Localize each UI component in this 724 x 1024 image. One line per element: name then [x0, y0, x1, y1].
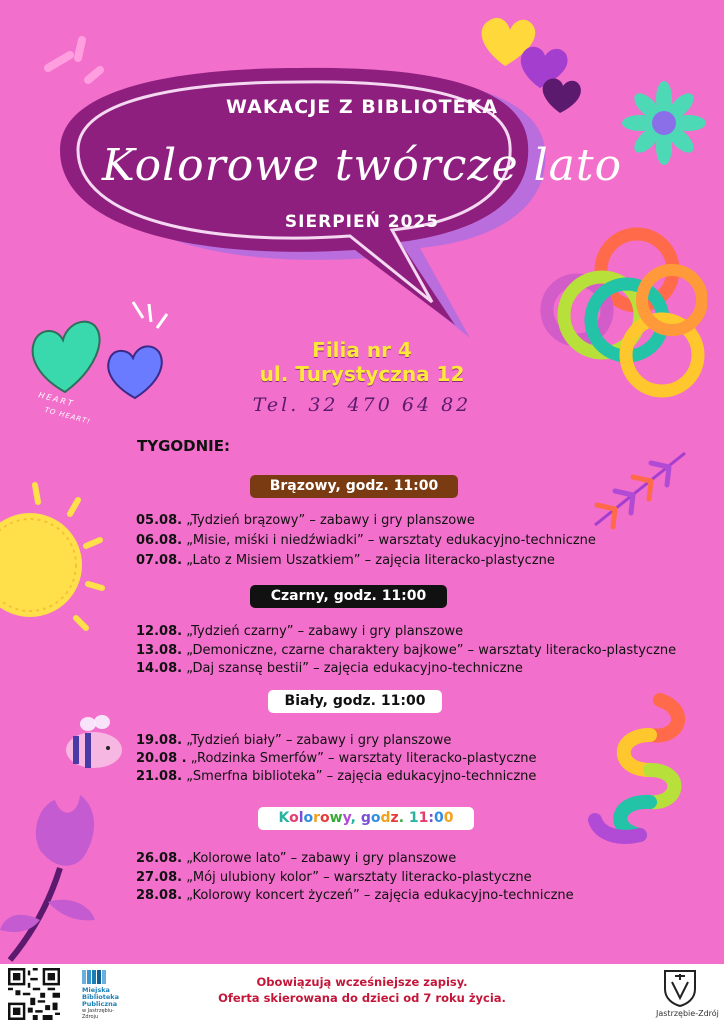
hearts-icon: [470, 8, 600, 118]
week-colorful-label: [258, 807, 474, 830]
library-name-line: Miejska: [82, 986, 110, 994]
event-row: 21.08. „Smerfna biblioteka” – zajęcia edukacyjno-techniczne: [136, 769, 537, 784]
library-name-line: Zdroju: [82, 1014, 99, 1020]
event-row: 14.08. „Daj szansę bestii” – zajęcia edukacyjno-techniczne: [136, 661, 523, 676]
event-row: 07.08. „Lato z Misiem Uszatkiem” – zajęcia literacko-plastyczne: [136, 553, 555, 568]
event-row: 12.08. „Tydzień czarny” – zabawy i gry planszowe: [136, 624, 464, 639]
street-address: ul. Turystyczna 12: [259, 362, 465, 386]
arrow-icon: [585, 445, 695, 535]
town-name: Jastrzębie-Zdrój: [656, 1009, 719, 1018]
header-top-line: WAKACJE Z BIBLIOTEKĄ: [226, 96, 498, 118]
footer-note-registration: Obowiązują wcześniejsze zapisy.: [256, 975, 468, 989]
week-white-label: Biały, godz. 11:00: [268, 690, 442, 713]
sparkle-lines-icon: [40, 30, 120, 100]
event-row: 26.08. „Kolorowe lato” – zabawy i gry planszowe: [136, 851, 457, 866]
library-name-line: w Jastrzębiu-: [82, 1008, 115, 1014]
bee-icon: [62, 712, 130, 770]
spring-icon: [580, 690, 695, 860]
week-brown-label: Brązowy, godz. 11:00: [250, 475, 458, 498]
event-row: 19.08. „Tydzień biały” – zabawy i gry planszowe: [136, 733, 452, 748]
footer-note-age: Oferta skierowana do dzieci od 7 roku życia.: [218, 991, 506, 1005]
event-row: 13.08. „Demoniczne, czarne charaktery bajkowe” – warsztaty literacko-plastyczne: [136, 643, 677, 658]
header-subtitle: SIERPIEŃ 2025: [284, 212, 440, 232]
event-row: 05.08. „Tydzień brązowy” – zabawy i gry planszowe: [136, 513, 475, 528]
library-name-line: Biblioteka: [82, 993, 119, 1001]
flower-icon: [620, 75, 710, 170]
town-crest-icon: [662, 968, 698, 1008]
event-row: 28.08. „Kolorowy koncert życzeń” – zajęcia edukacyjno-techniczne: [136, 888, 574, 903]
heart-text-1: HEART: [37, 390, 76, 409]
week-colorful-text: Kolorowy, godz. 11:00: [278, 810, 454, 826]
heart-text-2: TO HEART!: [43, 405, 92, 427]
weeks-heading: TYGODNIE:: [137, 437, 230, 455]
library-name-line: Publiczna: [82, 1000, 118, 1008]
header-title: Kolorowe twórcze lato: [101, 140, 623, 191]
sun-icon: [0, 470, 110, 640]
branch-name: Filia nr 4: [312, 338, 412, 362]
event-row: 06.08. „Misie, miśki i niedźwiadki” – warsztaty edukacyjno-techniczne: [136, 533, 596, 548]
phone-number[interactable]: Tel. 32 470 64 82: [252, 394, 472, 416]
event-row: 20.08 . „Rodzinka Smerfów” – warsztaty literacko-plastyczne: [136, 751, 537, 766]
event-row: 27.08. „Mój ulubiony kolor” – warsztaty literacko-plastyczne: [136, 870, 532, 885]
week-black-label: Czarny, godz. 11:00: [250, 585, 447, 608]
tulip-icon: [0, 790, 110, 965]
